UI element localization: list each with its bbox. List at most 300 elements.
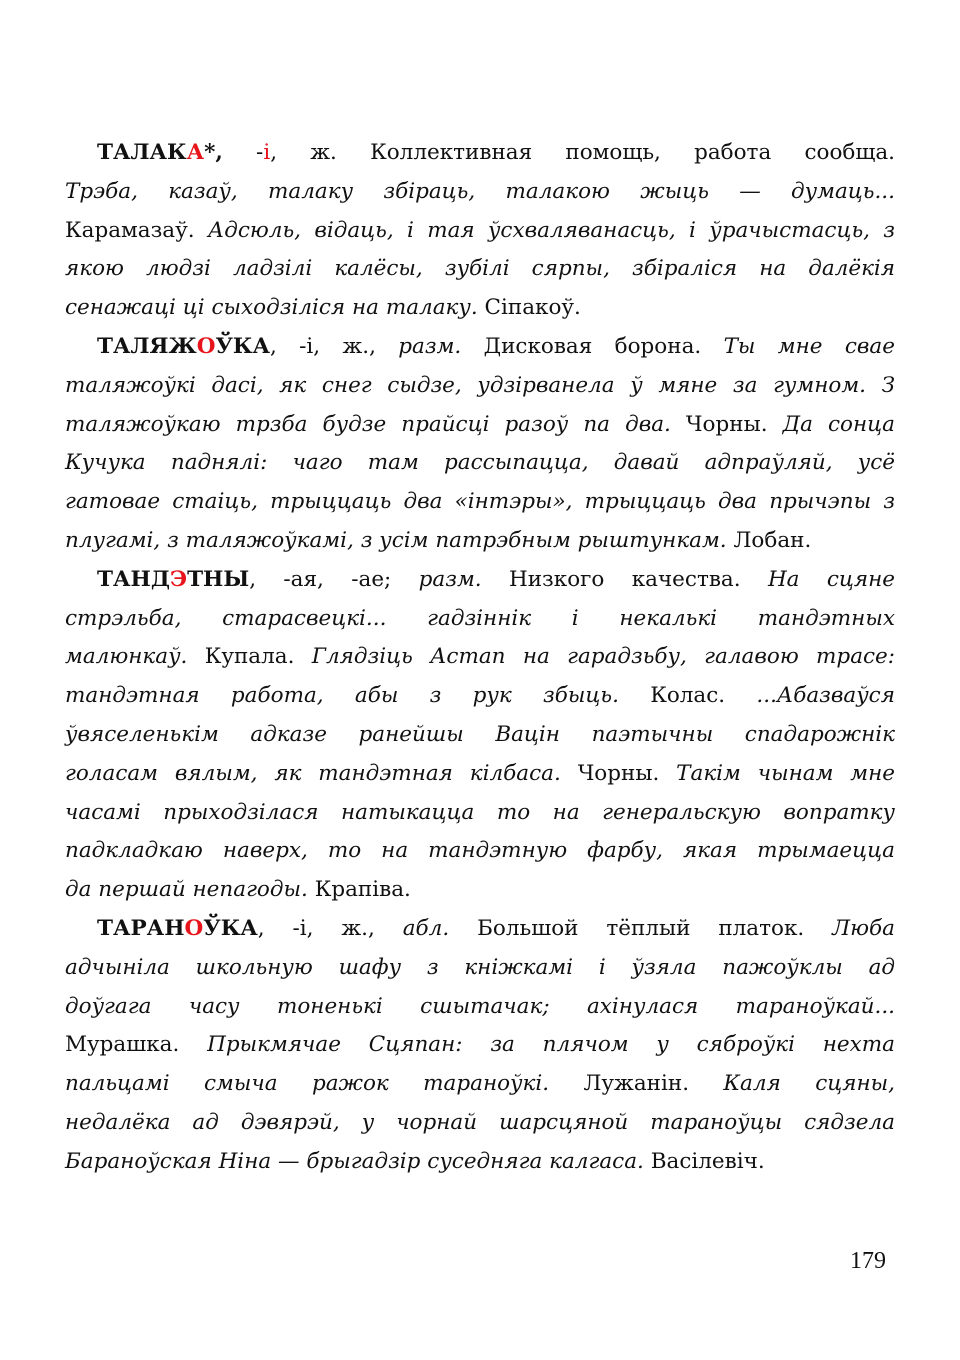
word xyxy=(386,295,478,320)
word xyxy=(370,140,532,165)
citation-text: натыкацца xyxy=(340,799,475,825)
citation-text: тараноўцы xyxy=(650,1109,783,1135)
citation-text: прыходзілася xyxy=(163,799,319,825)
text-span: платок. xyxy=(718,915,805,941)
dictionary-entry xyxy=(65,561,895,910)
citation-text: вопратку xyxy=(783,799,895,825)
word xyxy=(883,218,895,243)
citation-text: сыдзе, xyxy=(387,372,462,398)
word xyxy=(428,838,567,863)
word xyxy=(211,295,345,320)
entry-line xyxy=(65,988,895,1027)
word xyxy=(686,412,768,437)
citation-text: сяброўкі xyxy=(696,1032,795,1058)
citation-text: сенажаці xyxy=(65,295,176,321)
text-span: ж. xyxy=(310,140,337,165)
citation-text: трыццаць xyxy=(270,489,392,515)
citation-text: ці xyxy=(182,295,205,321)
text-span: , xyxy=(269,333,277,359)
word xyxy=(565,140,660,165)
word xyxy=(632,256,737,281)
word xyxy=(427,606,531,631)
word xyxy=(435,528,570,553)
word xyxy=(485,295,581,320)
word xyxy=(578,528,727,553)
stress-mark-letter: О xyxy=(184,915,204,941)
word xyxy=(250,722,327,747)
word xyxy=(293,916,314,941)
entry-line xyxy=(65,677,895,716)
citation-text: Кучука xyxy=(65,450,146,476)
citation-text: плячом xyxy=(542,1032,629,1058)
word xyxy=(192,1110,218,1135)
word xyxy=(745,722,895,747)
citation-text: гатовае xyxy=(65,489,161,515)
word xyxy=(65,800,141,825)
citation-text: работа, xyxy=(230,683,324,709)
citation-text: ўвяселенькім xyxy=(65,721,219,747)
text-span: Колас. xyxy=(650,683,726,709)
word xyxy=(312,644,413,669)
word xyxy=(759,256,786,281)
word xyxy=(808,256,895,281)
citation-text: — xyxy=(739,178,761,204)
word xyxy=(65,994,151,1019)
entry-line xyxy=(65,522,895,561)
word xyxy=(882,373,895,398)
word xyxy=(274,761,301,786)
citation-text: Ты xyxy=(723,333,756,359)
word xyxy=(65,528,160,553)
word xyxy=(222,606,386,631)
citation-text: як xyxy=(274,760,302,786)
text-span: -і, xyxy=(299,333,321,359)
citation-text: прайсці xyxy=(401,411,490,437)
citation-text: таляжоўкамі, xyxy=(185,527,354,553)
citation-text: З xyxy=(881,372,896,398)
word xyxy=(65,218,195,243)
citation-text: Люба xyxy=(832,915,895,941)
text-span: сообща. xyxy=(804,140,895,165)
word xyxy=(342,334,375,359)
word xyxy=(697,1032,795,1057)
entry-headline xyxy=(65,561,895,600)
entry-line xyxy=(65,755,895,794)
citation-text: сярпы, xyxy=(531,256,610,282)
entry-line xyxy=(65,483,895,522)
word xyxy=(718,916,804,941)
text-span: -ая, xyxy=(283,566,324,592)
word xyxy=(832,916,895,941)
citation-text: два xyxy=(718,489,758,515)
word xyxy=(651,1149,765,1174)
citation-text: разоў xyxy=(504,411,569,437)
word xyxy=(484,334,593,359)
word xyxy=(189,994,240,1019)
word xyxy=(379,528,428,553)
citation-text: ахінулася xyxy=(586,993,699,1019)
citation-text: свае xyxy=(844,333,895,359)
word xyxy=(361,528,373,553)
citation-text: удзірванела xyxy=(477,372,615,398)
text-span: Чорны. xyxy=(577,760,660,786)
citation-text: тандэтная xyxy=(65,683,200,709)
citation-text: шарсцяной xyxy=(499,1109,629,1135)
citation-text: сыходзіліся xyxy=(211,295,346,321)
entry-line xyxy=(65,1026,895,1065)
word xyxy=(207,1032,341,1057)
entry-line xyxy=(65,871,895,910)
word xyxy=(322,373,372,398)
word xyxy=(632,567,741,592)
word xyxy=(650,1110,782,1135)
citation-text: Сцяпан: xyxy=(368,1032,463,1058)
citation-text: трыццаць xyxy=(584,489,706,515)
word xyxy=(578,761,660,786)
word xyxy=(804,1110,895,1135)
citation-text: доўгага xyxy=(65,993,152,1019)
citation-text: за xyxy=(490,1032,515,1058)
word xyxy=(334,256,422,281)
stress-mark-letter: О xyxy=(196,333,216,359)
word xyxy=(739,179,761,204)
word xyxy=(163,800,318,825)
word xyxy=(65,179,138,204)
text-span: , xyxy=(270,140,278,165)
word xyxy=(543,1032,629,1057)
citation-text: галавою xyxy=(704,644,799,670)
word xyxy=(768,567,800,592)
word xyxy=(683,838,737,863)
citation-text: збіраць, xyxy=(383,178,476,204)
word xyxy=(318,761,453,786)
word xyxy=(65,722,219,747)
citation-text: смыча xyxy=(203,1071,278,1097)
word xyxy=(314,218,393,243)
citation-text: на xyxy=(552,799,580,825)
word xyxy=(705,450,833,475)
citation-text: Каля xyxy=(723,1071,781,1097)
word xyxy=(186,528,354,553)
citation-text: на xyxy=(352,295,379,321)
word xyxy=(625,412,671,437)
entry-line xyxy=(65,716,895,755)
word xyxy=(65,1110,170,1135)
entry-headline xyxy=(65,328,895,367)
citation-text: першай xyxy=(98,877,186,903)
text-span: Низкого xyxy=(508,566,605,592)
word xyxy=(553,800,580,825)
word xyxy=(183,295,205,320)
word xyxy=(497,800,530,825)
word xyxy=(477,373,614,398)
word xyxy=(352,295,379,320)
word xyxy=(430,683,442,708)
citation-text: талакою xyxy=(505,178,610,204)
citation-text: талаку. xyxy=(385,295,478,321)
citation-text: сцяны, xyxy=(815,1071,895,1097)
citation-text: часамі xyxy=(65,799,141,825)
citation-text: адказе xyxy=(250,721,327,747)
word xyxy=(650,683,725,708)
page-number: 179 xyxy=(850,1248,886,1274)
word xyxy=(231,683,324,708)
word xyxy=(172,489,258,514)
word xyxy=(823,1032,895,1057)
word xyxy=(168,179,238,204)
word xyxy=(423,1071,549,1096)
word xyxy=(65,1071,170,1096)
citation-text: некалькі xyxy=(619,605,718,631)
text-span: Васілевіч. xyxy=(650,1148,765,1174)
citation-text: два xyxy=(403,489,443,515)
word xyxy=(278,1149,300,1174)
citation-text: патрэбным xyxy=(435,527,571,553)
citation-text: як xyxy=(279,372,307,398)
citation-text: На xyxy=(767,566,800,592)
headword: ЎКА xyxy=(215,333,270,359)
headword: ТАНД xyxy=(97,566,170,592)
text-span: Чорны. xyxy=(685,411,768,437)
word xyxy=(398,334,461,359)
word xyxy=(572,606,579,631)
word xyxy=(233,256,312,281)
citation-text: па xyxy=(583,411,610,437)
word xyxy=(420,994,549,1019)
citation-text: разм. xyxy=(398,333,462,359)
text-span: борона. xyxy=(614,333,702,359)
headword: ТАРАН xyxy=(97,915,185,941)
word xyxy=(606,916,690,941)
citation-text: таляжоўкі xyxy=(65,372,196,398)
entry-line xyxy=(65,1104,895,1143)
word xyxy=(196,955,313,980)
word xyxy=(816,644,895,669)
citation-text: сцяне xyxy=(826,566,896,592)
citation-text: збіраліся xyxy=(631,256,738,282)
citation-text: ўрачыстасць, xyxy=(709,217,870,243)
word xyxy=(631,955,696,980)
word xyxy=(509,567,604,592)
word xyxy=(585,489,706,514)
citation-text: голасам xyxy=(65,760,159,786)
citation-text: казаў, xyxy=(168,178,238,204)
headword: ТАЛЯЖ xyxy=(97,333,197,359)
citation-text: суседняга xyxy=(427,1148,543,1174)
word xyxy=(473,683,512,708)
citation-text: Адсюль, xyxy=(207,217,302,243)
citation-text: ладзілі xyxy=(232,256,313,282)
citation-text: трасе: xyxy=(816,644,896,670)
word xyxy=(97,567,256,592)
word xyxy=(599,955,606,980)
citation-text: на xyxy=(381,838,409,864)
citation-text: чынам xyxy=(757,760,834,786)
word xyxy=(268,179,353,204)
citation-text: прычэпы xyxy=(769,489,872,515)
text-span: Карамазаў. xyxy=(65,217,195,243)
citation-text: да xyxy=(65,877,92,903)
word xyxy=(523,644,550,669)
citation-text: жыць xyxy=(640,178,709,204)
citation-text: і xyxy=(571,605,579,631)
text-span: Дисковая xyxy=(483,333,593,359)
text-span: Лужанін. xyxy=(583,1071,690,1097)
word xyxy=(277,994,383,1019)
word xyxy=(758,761,834,786)
word xyxy=(640,179,709,204)
citation-text: часу xyxy=(188,993,240,1019)
word xyxy=(427,218,474,243)
word xyxy=(65,606,181,631)
word xyxy=(455,489,573,514)
word xyxy=(65,1032,179,1057)
entry-line xyxy=(65,1065,895,1104)
citation-text: тараноўкі. xyxy=(423,1071,550,1097)
citation-text: старасвецкі... xyxy=(222,605,387,631)
citation-text: то xyxy=(327,838,362,864)
word xyxy=(341,916,374,941)
word xyxy=(602,800,761,825)
word xyxy=(858,450,895,475)
word xyxy=(495,722,560,747)
entry-line xyxy=(65,250,895,289)
word xyxy=(283,567,323,592)
word xyxy=(427,1149,542,1174)
citation-text: таляжоўкаю xyxy=(65,411,221,437)
citation-text: на xyxy=(522,644,550,670)
citation-text: калёсы, xyxy=(334,256,423,282)
citation-text: гадзіннік xyxy=(427,605,532,631)
word xyxy=(773,373,866,398)
citation-text: з xyxy=(429,683,442,709)
word xyxy=(65,450,146,475)
citation-text: за xyxy=(732,372,758,398)
citation-text: «інтэры», xyxy=(454,489,573,515)
word xyxy=(430,644,505,669)
word xyxy=(815,1071,895,1096)
word xyxy=(828,412,895,437)
word xyxy=(499,1110,628,1135)
citation-text: мне xyxy=(850,760,895,786)
citation-text: будзе xyxy=(322,411,387,437)
word xyxy=(850,761,895,786)
citation-text: непагоды. xyxy=(192,877,308,903)
text-span: Мурашка. xyxy=(65,1032,180,1058)
citation-text: тая xyxy=(427,217,475,243)
text-span: Большой xyxy=(477,915,579,941)
word xyxy=(689,218,696,243)
word xyxy=(306,1149,420,1174)
citation-text: талаку xyxy=(268,178,354,204)
word xyxy=(419,567,482,592)
dictionary-entry xyxy=(65,910,895,1182)
word xyxy=(505,412,569,437)
headword: ЎКА xyxy=(203,915,258,941)
citation-text: там xyxy=(367,450,419,476)
word xyxy=(351,567,391,592)
word xyxy=(65,877,91,902)
text-span: , xyxy=(257,915,265,941)
word xyxy=(791,179,895,204)
citation-text: тандэтная xyxy=(318,760,453,786)
text-span: Купала. xyxy=(204,644,295,670)
entry-line xyxy=(65,212,895,251)
word xyxy=(676,761,741,786)
citation-text: тандэтных xyxy=(757,605,895,631)
word xyxy=(381,838,408,863)
word xyxy=(709,218,870,243)
word xyxy=(758,606,895,631)
word xyxy=(778,334,823,359)
citation-text: ў xyxy=(630,372,643,398)
headword: ТНЫ xyxy=(187,566,250,592)
text-span: -і, xyxy=(292,915,314,941)
citation-text: нехта xyxy=(822,1032,895,1058)
citation-text: тандэтную xyxy=(428,838,568,864)
word xyxy=(401,412,489,437)
word xyxy=(205,644,295,669)
citation-text: збыць. xyxy=(543,683,619,709)
citation-text: пажоўклы xyxy=(722,954,843,980)
dictionary-entry xyxy=(65,328,895,561)
entry-line xyxy=(65,832,895,871)
word xyxy=(490,1032,515,1057)
word xyxy=(506,179,610,204)
text-span: качества. xyxy=(631,566,741,592)
citation-text: усім xyxy=(379,527,429,553)
word xyxy=(223,838,308,863)
citation-text: рыштункам. xyxy=(577,527,727,553)
word xyxy=(543,683,619,708)
citation-text: Трэба, xyxy=(65,178,138,204)
citation-text: трзба xyxy=(235,411,308,437)
citation-text: кніжкамі xyxy=(464,954,574,980)
citation-text: думаць... xyxy=(791,178,895,204)
word xyxy=(65,838,203,863)
citation-text: мяне xyxy=(658,372,718,398)
citation-text: — xyxy=(278,1148,300,1174)
word xyxy=(293,450,343,475)
citation-text: дасі, xyxy=(211,372,264,398)
word xyxy=(532,256,610,281)
entry-line xyxy=(65,1143,895,1182)
citation-text: Да xyxy=(782,411,813,437)
word xyxy=(757,838,895,863)
citation-text: Такім xyxy=(676,760,741,786)
text-span: Лобан. xyxy=(733,527,812,553)
word xyxy=(359,722,464,747)
citation-text: з xyxy=(426,954,439,980)
word xyxy=(369,1032,463,1057)
word xyxy=(769,489,871,514)
word xyxy=(211,373,263,398)
word xyxy=(65,295,176,320)
word xyxy=(171,450,268,475)
word xyxy=(845,334,895,359)
word xyxy=(587,994,698,1019)
citation-text: тоненькі xyxy=(276,993,383,1019)
citation-text: фарбу, xyxy=(587,838,663,864)
citation-text: вялым, xyxy=(174,760,258,786)
word xyxy=(97,916,265,941)
citation-text: зубілі xyxy=(444,256,510,282)
word xyxy=(619,606,717,631)
citation-text: ад xyxy=(868,954,896,980)
word xyxy=(407,218,414,243)
word xyxy=(704,644,799,669)
text-span: работа xyxy=(694,140,772,165)
